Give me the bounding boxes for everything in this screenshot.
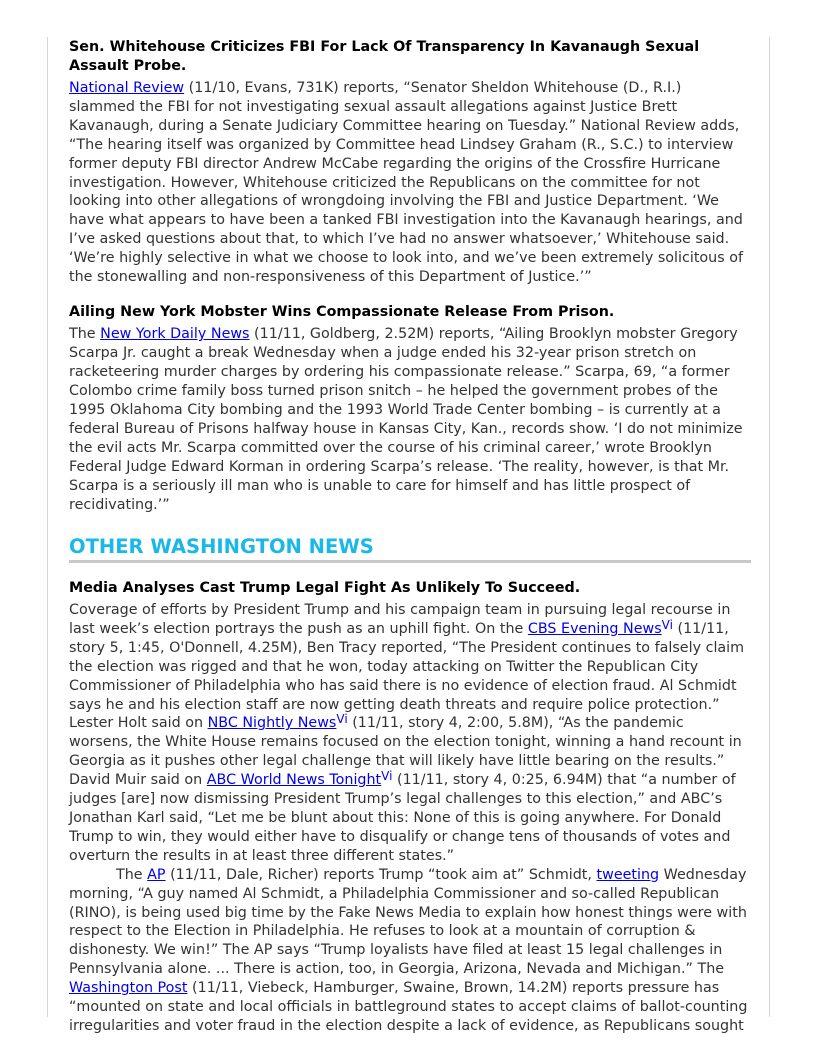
article-text: The <box>116 866 148 883</box>
article-body <box>69 866 751 1036</box>
article-headline: Media Analyses Cast Trump Legal Fight As Unlikely To Succeed. <box>69 579 581 596</box>
tweet-link[interactable]: tweeting <box>596 866 660 883</box>
article-text: (11/10, Evans, 731K) reports, “Senator Sheldon Whitehouse (D., R.I.) slammed the FBI for not investigating sexual assault allegations against Justice Brett Kavanaugh, during a Senate Judiciary Committee hearing on Tuesday.” National Review adds, “The hearing itself was organized by Committee head Lindsey Graham (R., S.C.) to interview former deputy FBI director Andrew McCabe regarding the origins of the Crossfire Hurricane investigation. However, Whitehouse criticized the Republicans on the committee for not looking into other allegations of wrongdoing involving the FBI and Justice Department. ‘We have what appears to have been a tanked FBI investigation into the Kavanaugh hearings, and I’ve asked questions about that, to which I’ve had no answer whatsoever,’ Whitehouse said. ‘We’re highly selective in what we choose to look into, and we’ve been extremely solicitous of the stonewalling and non-responsiveness of this Department of Justice.’” <box>69 80 744 286</box>
source-link-ap[interactable]: AP <box>147 866 166 883</box>
document-page <box>47 37 770 1034</box>
video-icon[interactable]: Vi <box>336 712 348 727</box>
article-text: (11/11, Goldberg, 2.52M) reports, “Ailing Brooklyn mobster Gregory Scarpa Jr. caught a break Wednesday when a judge ended his 32-year prison stretch on racketeering murder charges by ordering his compassionate release.” Scarpa, 69, “a former Colombo crime family boss turned prison snitch – he helped the government probes of the 1995 Oklahoma City bombing and the 1993 World Trade Center bombing – is currently at a federal Bureau of Prisons halfway house in Kansas City, Kan., records show. ‘I do not minimize the evil acts Mr. Scarpa committed over the course of his criminal career,’ wrote Brooklyn Federal Judge Edward Korman in ordering Scarpa’s release. ‘The reality, however, is that Mr. Scarpa is a seriously ill man who is unable to care for himself and has little prospect of recidivating.’” <box>69 326 743 513</box>
article-body <box>69 325 751 514</box>
source-link-washington-post[interactable]: Washington Post <box>69 980 188 997</box>
article-text: (11/11, story 5, 1:45, O'Donnell, 4.25M), Ben Tracy reported, “The President continues to falsely claim the election was rigged and that he won, today attacking on Twitter the Republican City Commissioner of Philadelphia who has said there is no evidence of election fraud. Al Schmidt says he and his election staff are now getting death threats and require police protection.” Lester Holt said on <box>69 620 745 732</box>
article-text: Wednesday morning, “A guy named Al Schmidt, a Philadelphia Commissioner and so-called Republican (RINO), is being used big time by the Fake News Media to explain how honest things were with respect to the Election in Philadelphia. He refuses to look at a mountain of corruption & dishonesty. We win!” The AP says “Trump loyalists have filed at least 15 legal challenges in Pennsylvania alone. ... There is action, too, in Georgia, Arizona, Nevada and Michigan.” The <box>69 866 747 978</box>
article-headline: Ailing New York Mobster Wins Compassionate Release From Prison. <box>69 303 615 320</box>
article-text: Coverage of efforts by President Trump and his campaign team in pursuing legal recourse in last week’s election portrays the push as an uphill fight. On the <box>69 602 731 637</box>
article-text: (11/11, Dale, Richer) reports Trump “took aim at” Schmidt, <box>165 866 597 883</box>
article-text: (11/11, Viebeck, Hamburger, Swaine, Brown, 14.2M) reports pressure has “mounted on state and local officials in battleground states to accept claims of ballot-counting irregularities and voter fraud in the election despite a lack of evidence, as Republicans sought <box>69 980 748 1034</box>
article-headline: Sen. Whitehouse Criticizes FBI For Lack Of Transparency In Kavanaugh Sexual Assault Probe. <box>69 39 700 74</box>
article-text: (11/11, story 4, 0:25, 6.94M) that “a number of judges [are] now dismissing President Trump’s legal challenges to this election,” and ABC’s Jonathan Karl said, “Let me be blunt about this: None of this is going anywhere. For Donald Trump to win, they would either have to disqualify or change tens of thousands of votes and overturn the results in at least three different states.” <box>69 772 736 864</box>
source-link-cbs[interactable]: CBS Evening News <box>527 620 662 637</box>
source-link-abc[interactable]: ABC World News Tonight <box>206 772 382 789</box>
article-body <box>69 601 751 866</box>
article-text: The <box>69 326 101 343</box>
source-link-nbc[interactable]: NBC Nightly News <box>207 715 337 732</box>
source-link-ny-daily-news[interactable]: New York Daily News <box>100 326 250 343</box>
video-icon[interactable]: Vi <box>661 617 673 632</box>
page-content <box>69 37 751 1036</box>
section-title: OTHER WASHINGTON NEWS <box>69 535 751 563</box>
article-body <box>69 79 751 287</box>
video-icon[interactable]: Vi <box>381 769 393 784</box>
source-link-national-review[interactable]: National Review <box>69 80 185 96</box>
article-text: (11/11, story 4, 2:00, 5.8M), “As the pandemic worsens, the White House remains focused on the election tonight, winning a hand recount in Georgia as it pushes other legal challenge that will likely have little bearing on the results.” David Muir said on <box>69 715 742 789</box>
